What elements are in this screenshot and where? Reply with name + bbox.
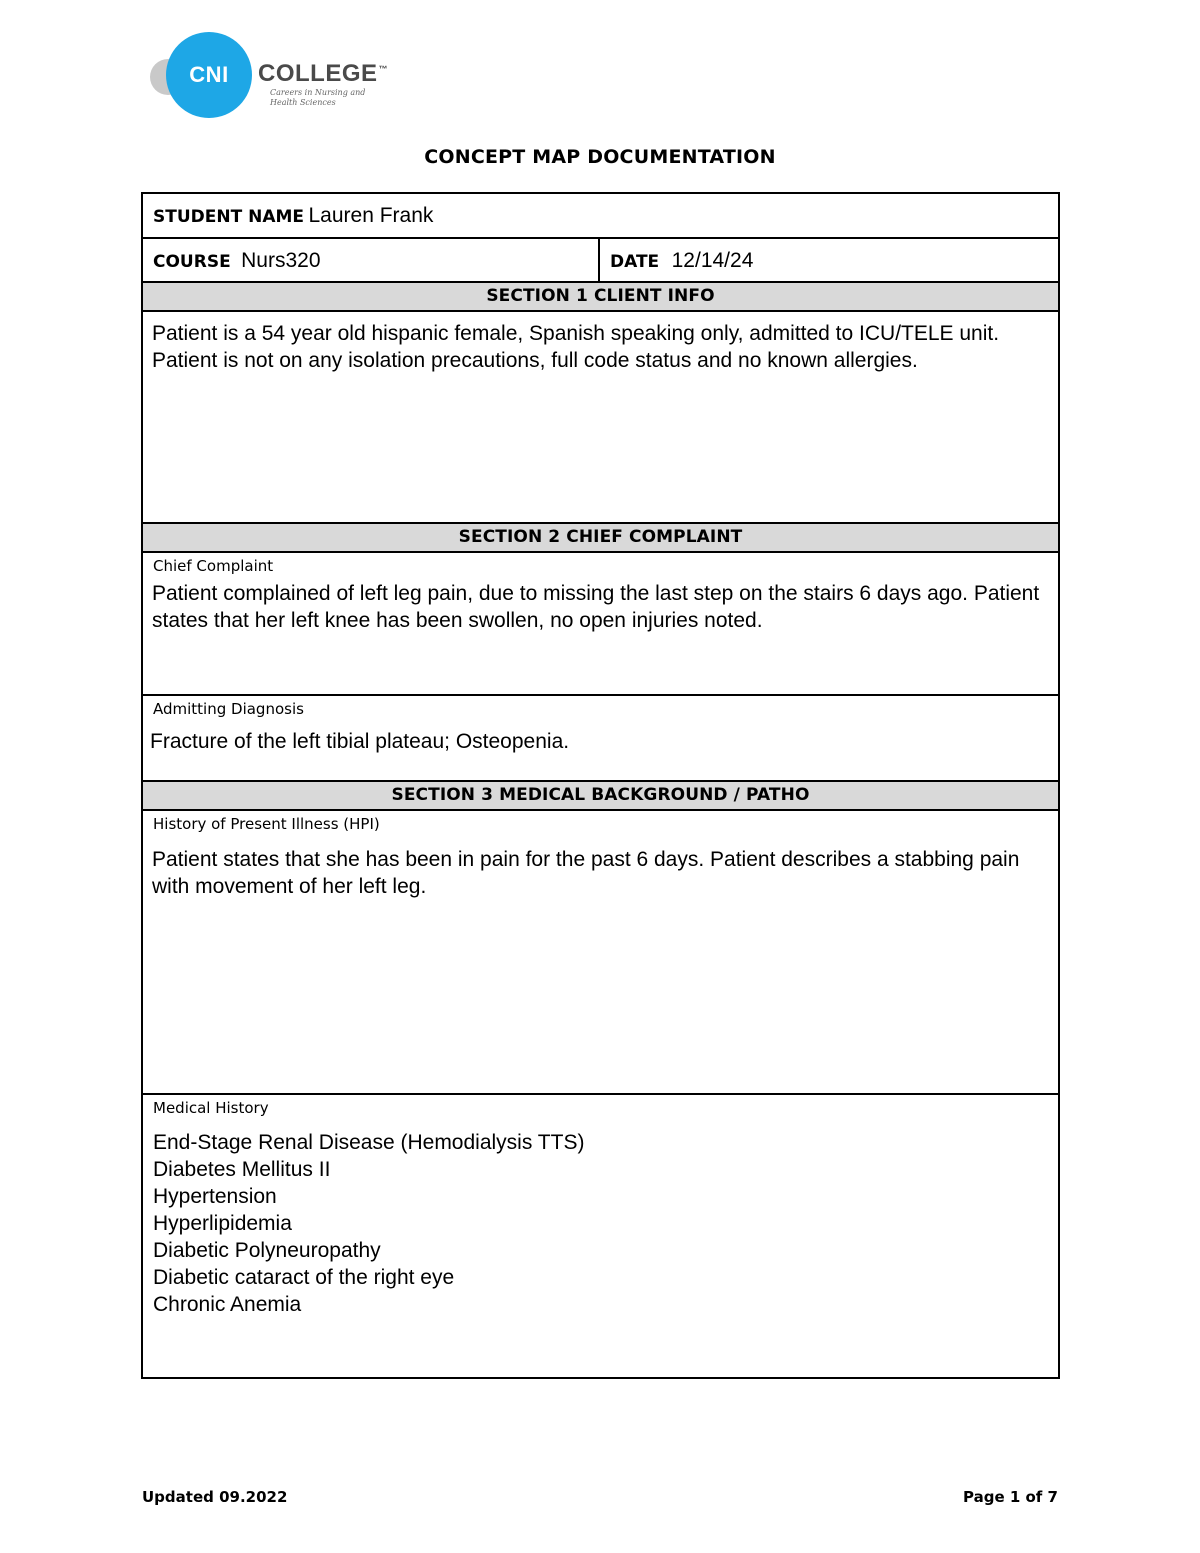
date-value[interactable]: 12/14/24 <box>671 249 754 272</box>
student-name-label: STUDENT NAME <box>153 207 305 227</box>
college-logo <box>148 32 388 122</box>
admitting-diagnosis-text[interactable]: Fracture of the left tibial plateau; Osteopenia. <box>150 730 570 753</box>
course-label: COURSE <box>153 252 231 272</box>
hpi-text[interactable]: Patient states that she has been in pain for the past 6 days. Patient describes a stabbing pain with movement of her left leg. <box>152 848 1020 898</box>
medical-history-text[interactable]: End-Stage Renal Disease (Hemodialysis TTS) Diabetes Mellitus II Hypertension Hyperlipidemia Diabetic Polyneuropathy Diabetic cataract of the right eye Chronic Anemia <box>153 1131 585 1316</box>
logo-trademark: ™ <box>378 64 389 74</box>
logo-tagline-line2: Health Sciences <box>270 98 336 107</box>
section1-heading: SECTION 1 CLIENT INFO <box>143 283 1058 312</box>
date-cell <box>600 239 1058 281</box>
admitting-diagnosis-cell <box>143 696 1058 782</box>
course-date-row <box>143 239 1058 283</box>
chief-complaint-text[interactable]: Patient complained of left leg pain, due to missing the last step on the stairs 6 days ago. Patient states that her left knee has been swollen, no open injuries noted. <box>152 582 1040 632</box>
logo-blue-circle <box>166 32 252 118</box>
logo-wordmark-text: COLLEGE <box>258 60 378 87</box>
logo-mark-text: CNI <box>189 62 229 87</box>
footer-page-number: Page 1 of 7 <box>963 1488 1058 1506</box>
student-name-field <box>153 204 433 228</box>
hpi-label: History of Present Illness (HPI) <box>153 815 380 833</box>
course-cell <box>143 239 600 281</box>
client-info-text[interactable]: Patient is a 54 year old hispanic female, Spanish speaking only, admitted to ICU/TELE unit. Patient is not on any isolation precautions, full code status and no known allergies. <box>152 322 1000 372</box>
date-label: DATE <box>610 252 660 272</box>
document-title: CONCEPT MAP DOCUMENTATION <box>424 146 776 168</box>
logo-tagline-line1: Careers in Nursing and <box>270 88 366 97</box>
section3-heading: SECTION 3 MEDICAL BACKGROUND / PATHO <box>143 782 1058 811</box>
student-name-row <box>143 194 1058 239</box>
logo-tagline <box>270 88 365 108</box>
concept-map-form <box>141 192 1060 1379</box>
course-value[interactable]: Nurs320 <box>241 249 321 272</box>
admitting-diagnosis-label: Admitting Diagnosis <box>153 700 304 718</box>
course-field <box>153 249 321 273</box>
footer-updated: Updated 09.2022 <box>142 1488 288 1506</box>
client-info-cell <box>143 312 1058 524</box>
medical-history-cell <box>143 1095 1058 1377</box>
date-field <box>610 249 753 273</box>
hpi-cell <box>143 811 1058 1095</box>
medical-history-label: Medical History <box>153 1099 269 1117</box>
logo-wordmark <box>258 60 388 88</box>
chief-complaint-cell <box>143 553 1058 696</box>
student-name-value[interactable]: Lauren Frank <box>308 204 434 227</box>
chief-complaint-label: Chief Complaint <box>153 557 274 575</box>
section2-heading: SECTION 2 CHIEF COMPLAINT <box>143 524 1058 553</box>
